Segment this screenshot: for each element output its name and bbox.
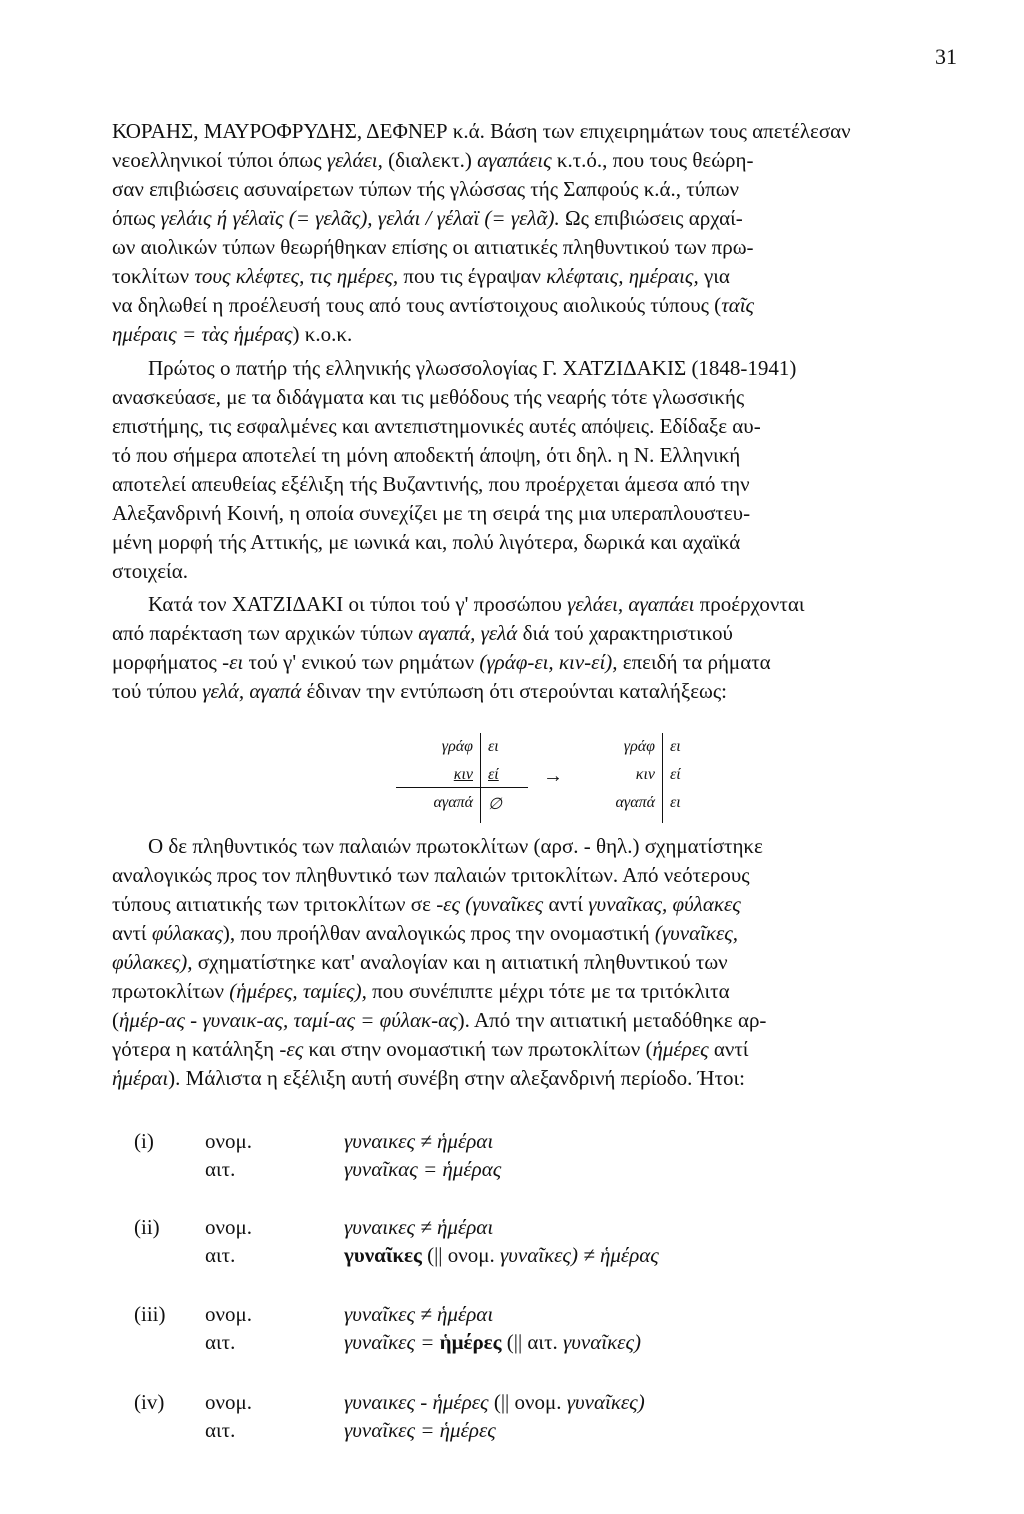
text-line: αποτελεί απευθείας εξέλιξη τής Βυζαντινής, που προέρχεται άμεσα από την [112,472,750,496]
text-line: φύλακες), σχηματίστηκε κατ' αναλογίαν και η αιτιατική πληθυντικού των [112,950,728,974]
form: γυναῖκες (|| ονομ. γυναῖκες) ≠ ἡμέρας [344,1243,659,1267]
ending: ει [488,738,499,755]
stage-number: (iv) [134,1390,165,1414]
stem: γράφ [441,738,473,755]
ending: εί [670,766,681,783]
form: γυναῖκες = ἡμέρες [344,1418,496,1442]
case-label: ονομ. [205,1129,253,1153]
text-line: από παρέκταση των αρχικών τύπων αγαπά, γελά διά τού χαρακτηριστικού [112,621,733,645]
text-line: τύπους αιτιατικής των τριτοκλίτων σε -ες (γυναῖκες αντί γυναῖκας, φύλακες [112,892,741,916]
text-line: ανασκεύασε, με τα διδάγματα και τις μεθόδους τής νεαρής τότε γλωσσικής [112,385,745,409]
text-line: μένη μορφή τής Αττικής, με ιωνικά και, πολύ λιγότερα, δωρικά και αχαϊκά [112,530,741,554]
case-label: αιτ. [205,1243,236,1267]
text-line: ΚΟΡΑΗΣ, ΜΑΥΡΟΦΡΥΔΗΣ, ΔΕΦΝΕΡ κ.ά. Βάση των επιχειρημάτων τους απετέλεσαν [112,119,851,143]
divider [480,733,481,823]
stage-number: (ii) [134,1215,160,1239]
text-line: μορφήματος -ει τού γ' ενικού των ρημάτων (γράφ-ει, κιν-εί), επειδή τα ρήματα [112,650,771,674]
text-line: τό που σήμερα αποτελεί τη μόνη αποδεκτή άποψη, ότι δηλ. η Ν. Ελληνική [112,443,741,467]
case-label: ονομ. [205,1215,253,1239]
divider [662,733,663,823]
ending: εί [488,766,499,783]
text-line: να δηλωθεί η προέλευσή τους από τους αντίστοιχους αιολικούς τύπους (ταῖς [112,293,755,317]
text-line: αντί φύλακας), που προήλθαν αναλογικώς προς την ονομαστική (γυναῖκες, [112,921,739,945]
ending: ει [670,738,681,755]
text-line: αναλογικώς προς τον πληθυντικό των παλαιών τριτοκλίτων. Από νεότερους [112,863,750,887]
text-line: ημέραις = τὰς ἡμέρας) κ.ο.κ. [112,322,353,346]
text-line: τοκλίτων τους κλέφτες, τις ημέρες, που τις έγραψαν κλέφταις, ημέραις, για [112,264,730,288]
case-label: αιτ. [205,1157,236,1181]
text-line: (ἡμέρ-ας - γυναικ-ας, ταμί-ας = φύλακ-ας). Από την αιτιατική μεταδόθηκε αρ- [112,1008,767,1032]
text-line: ἡμέραι). Μάλιστα η εξέλιξη αυτή συνέβη στην αλεξανδρινή περίοδο. Ήτοι: [112,1066,746,1090]
arrow-icon: → [543,765,563,787]
form: γυναῖκας = ἡμέρας [344,1157,502,1181]
case-label: ονομ. [205,1390,253,1414]
text-line: Κατά τον ΧΑΤΖΙΔΑΚΙ οι τύποι τού γ' προσώπου γελάει, αγαπάει προέρχονται [148,592,805,616]
text-line: πρωτοκλίτων (ἡμέρες, ταμίες), που συνέπιπτε μέχρι τότε με τα τριτόκλιτα [112,979,730,1003]
ending: ∅ [488,796,502,813]
page-number: 31 [935,44,957,69]
stage-number: (iii) [134,1302,166,1326]
text-line: Πρώτος ο πατήρ τής ελληνικής γλωσσολογίας Γ. ΧΑΤΖΙΔΑΚΙΣ (1848-1941) [148,356,797,380]
case-label: ονομ. [205,1302,253,1326]
form: γυναικες - ἡμέρες (|| ονομ. γυναῖκες) [344,1390,645,1414]
divider [396,787,528,788]
form: γυναικες ≠ ἡμέραι [344,1215,494,1239]
case-label: αιτ. [205,1330,236,1354]
form: γυναικες ≠ ἡμέραι [344,1129,494,1153]
stem: κιν [635,766,655,783]
text-line: στοιχεία. [112,559,188,583]
stem: αγαπά [433,794,473,811]
text-line: Αλεξανδρινή Κοινή, η οποία συνεχίζει με τη σειρά της μια υπεραπλουστευ- [112,501,751,525]
text-line: επιστήμης, τις εσφαλμένες και αντεπιστημονικές αυτές απόψεις. Εδίδαξε αυ- [112,414,761,438]
stem: κιν [453,766,473,783]
text-line: σαν επιβιώσεις ασυναίρετων τύπων τής γλώσσας τής Σαπφούς κ.ά., τύπων [112,177,740,201]
text-line: γότερα η κατάληξη -ες και στην ονομαστική των πρωτοκλίτων (ἡμέρες αντί [112,1037,749,1061]
text-line: Ο δε πληθυντικός των παλαιών πρωτοκλίτων (αρσ. - θηλ.) σχηματίστηκε [148,834,763,858]
stem: αγαπά [615,794,655,811]
text-line: τού τύπου γελά, αγαπά έδιναν την εντύπωση ότι στερούνται καταλήξεως: [112,679,727,703]
text-line: νεοελληνικοί τύποι όπως γελάει, (διαλεκτ.) αγαπάεις κ.τ.ό., που τους θεώρη- [112,148,754,172]
case-label: αιτ. [205,1418,236,1442]
stem: γράφ [623,738,655,755]
text-line: ων αιολικών τύπων θεωρήθηκαν επίσης οι αιτιατικές πληθυντικού των πρω- [112,235,754,259]
form: γυναῖκες = ἡμέρες (|| αιτ. γυναῖκες) [344,1330,641,1354]
ending: ει [670,794,681,811]
text-line: όπως γελάις ή γέλαϊς (= γελᾶς), γελάι / γέλαϊ (= γελᾶ). Ως επιβιώσεις αρχαί- [112,206,743,230]
form: γυναῖκες ≠ ἡμέραι [344,1302,494,1326]
stage-number: (i) [134,1129,154,1153]
